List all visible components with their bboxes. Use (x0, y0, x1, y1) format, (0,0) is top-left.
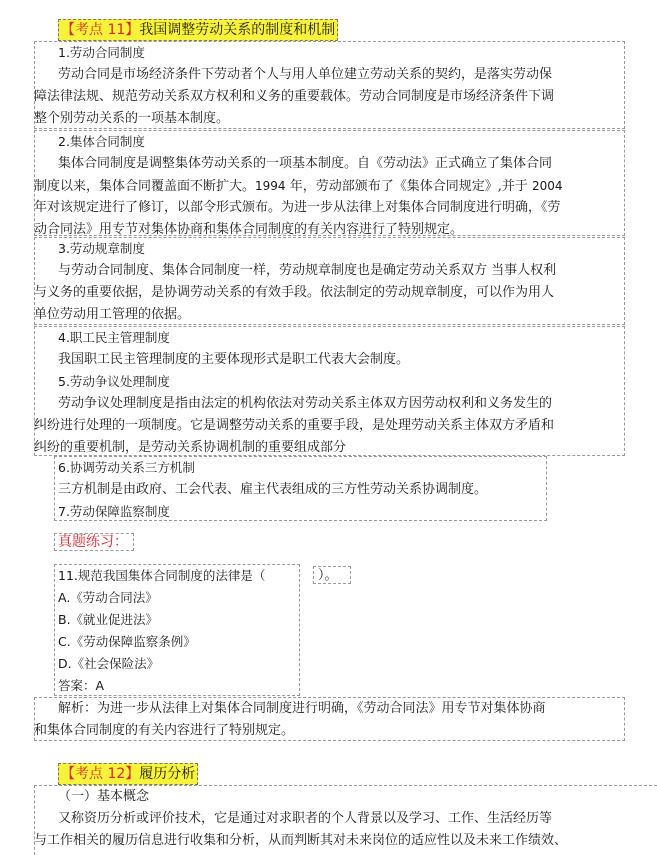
topic-11-title: 我国调整劳动关系的制度和机制 (139, 22, 336, 38)
topic-12-title: 履历分析 (139, 766, 196, 782)
section-3-line-3: 单位劳动用工管理的依据。 (34, 307, 191, 322)
section-6-line: 三方机制是由政府、工会代表、雇主代表组成的三方性劳动关系协调制度。 (58, 482, 488, 497)
topic-11-label: 【考点 11】 (61, 22, 140, 38)
section-5-heading: 5.劳动争议处理制度 (58, 374, 170, 389)
option-d: D.《社会保险法》 (58, 656, 160, 671)
section-3-heading: 3.劳动规章制度 (58, 241, 145, 256)
option-c: C.《劳动保障监察条例》 (58, 634, 196, 649)
topic-12-heading: （一）基本概念 (58, 789, 150, 804)
section-5-line-1: 劳动争议处理制度是指由法定的机构依法对劳动关系主体双方因劳动权利和义务发生的 (58, 396, 553, 411)
section-5-line-3: 纠纷的重要机制，是劳动关系协调机制的重要组成部分 (34, 440, 347, 455)
section-3-line-2: 与义务的重要依据，是协调劳动关系的有效手段。依法制定的劳动规章制度，可以作为用人 (34, 285, 555, 300)
answer: 答案：A (58, 678, 105, 693)
option-a: A.《劳动合同法》 (58, 590, 158, 605)
section-7-heading: 7.劳动保障监察制度 (58, 504, 170, 519)
section-1-line-2: 障法律法规、规范劳动关系双方权利和义务的重要载体。劳动合同制度是市场经济条件下调 (34, 89, 555, 104)
question-stem-end: ）。 (318, 568, 338, 583)
topic-12-line-2: 与工作相关的履历信息进行收集和分析，从而判断其对未来岗位的适应性以及未来工作绩效、 (34, 833, 568, 848)
section-1-line-3: 整个别劳动关系的一项基本制度。 (34, 111, 230, 126)
analysis-line-2: 和集体合同制度的有关内容进行了特别规定。 (34, 723, 295, 738)
topic-12-header (58, 763, 198, 785)
section-1-heading: 1.劳动合同制度 (58, 45, 145, 60)
section-2-line-2: 制度以来，集体合同覆盖面不断扩大。1994 年，劳动部颁布了《集体合同规定》,并于 2004 (34, 179, 563, 194)
section-2-heading: 2.集体合同制度 (58, 134, 145, 149)
analysis-line-1: 解析：为进一步从法律上对集体合同制度进行明确，《劳动合同法》用专节对集体协商 (58, 701, 546, 716)
practice-label: 真题练习： (58, 534, 128, 550)
section-6-heading: 6.协调劳动关系三方机制 (58, 460, 195, 475)
topic-12-label: 【考点 12】 (61, 766, 140, 782)
topic-11-header (58, 19, 338, 41)
question-stem: 11.规范我国集体合同制度的法律是（ (58, 568, 266, 583)
section-2-line-3: 年对该规定进行了修订，以部令形式颁布。为进一步从法律上对集体合同制度进行明确，《劳 (34, 200, 561, 215)
section-2-line-4: 动合同法》用专节对集体协商和集体合同制度的有关内容进行了特别规定。 (34, 222, 464, 237)
section-2-line-1: 集体合同制度是调整集体劳动关系的一项基本制度。自《劳动法》正式确立了集体合同 (58, 156, 553, 171)
section-4-line: 我国职工民主管理制度的主要体现形式是职工代表大会制度。 (58, 352, 410, 367)
section-1-line-1: 劳动合同是市场经济条件下劳动者个人与用人单位建立劳动关系的契约，是落实劳动保 (58, 67, 553, 82)
section-5-line-2: 纠纷进行处理的一项制度。它是调整劳动关系的重要手段，是处理劳动关系主体双方矛盾和 (34, 418, 555, 433)
section-4-heading: 4.职工民主管理制度 (58, 330, 170, 345)
section-3-line-1: 与劳动合同制度、集体合同制度一样，劳动规章制度也是确定劳动关系双方 当事人权利 (58, 263, 557, 278)
topic-12-line-1: 又称资历分析或评价技术，它是通过对求职者的个人背景以及学习、工作、生活经历等 (58, 811, 553, 826)
option-b: B.《就业促进法》 (58, 612, 159, 627)
